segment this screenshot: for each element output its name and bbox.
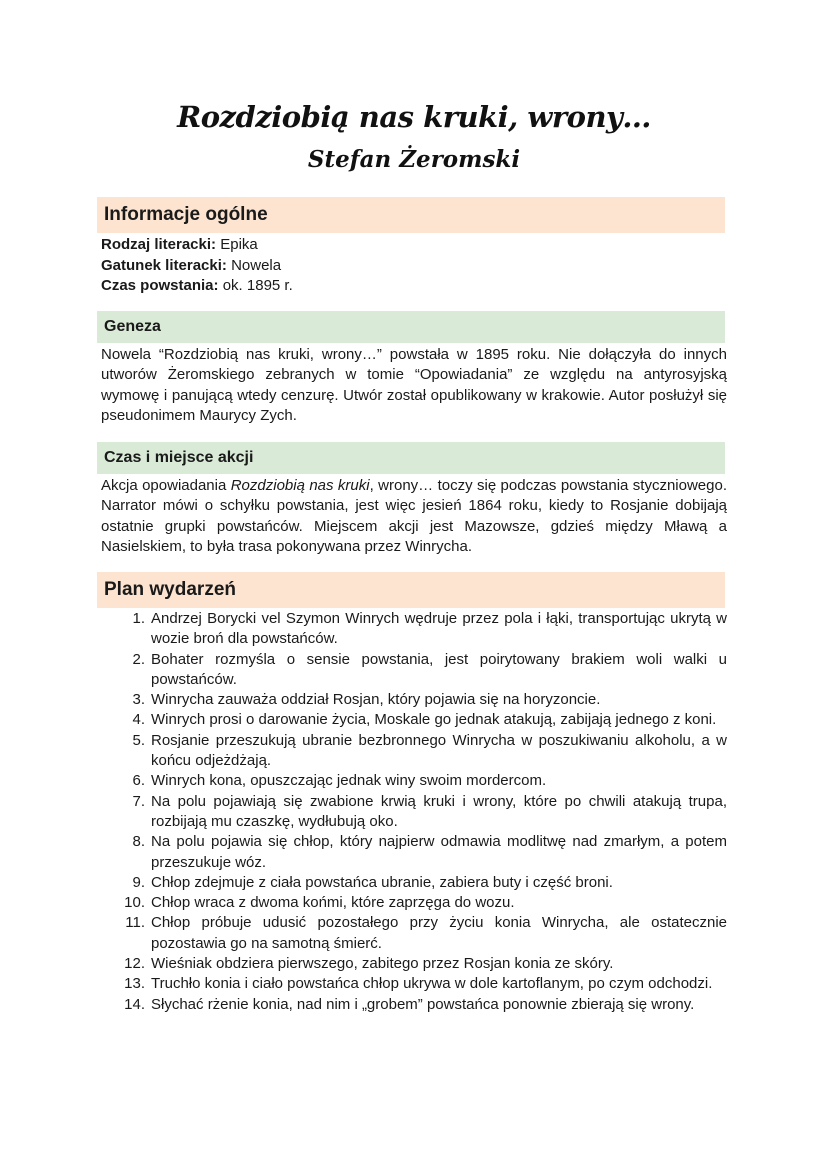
document-author: Stefan Żeromski	[307, 146, 521, 173]
plan-item-text: Na polu pojawia się chłop, który najpierw odmawia modlitwę nad zmarłym, a potem przeszukuje wóz.	[151, 833, 727, 871]
plan-item-number: 8.	[132, 833, 145, 851]
info-row-czas	[101, 276, 293, 297]
info-value: ok. 1895 r.	[222, 277, 293, 294]
plan-item-text: Chłop próbuje udusić pozostałego przy życiu konia Winrycha, ale ostatecznie pozostawia go na samotną śmierć.	[151, 914, 727, 952]
plan-item	[101, 690, 727, 710]
plan-item-text: Winrycha zauważa oddział Rosjan, który pojawia się na horyzoncie.	[151, 691, 601, 709]
czas-paragraph	[101, 476, 727, 557]
czas-text-end: , wrony… toczy się podczas powstania styczniowego. Narrator mówi o schyłku powstania, jest więc jesień 1864 roku, kiedy to Rosjanie dobijają ostatnie grupki powstańców. Miejscem akcji jest Mazowsze, gdzieś między Mławą a Nasielskiem, to była trasa pokonywana przez Winrycha.	[101, 477, 727, 555]
plan-item	[101, 731, 727, 772]
plan-item-number: 5.	[132, 731, 145, 749]
plan-item-number: 11.	[125, 914, 145, 932]
plan-item-number: 9.	[132, 873, 145, 891]
plan-item-number: 2.	[132, 650, 145, 668]
section-heading-czas-miejsce: Czas i miejsce akcji	[97, 442, 725, 474]
info-label: Gatunek literacki:	[101, 256, 227, 274]
plan-item-text: Andrzej Borycki vel Szymon Winrych wędruje przez pola i łąki, transportując ukrytą w wozie broń dla powstańców.	[151, 610, 727, 648]
plan-item-number: 4.	[132, 711, 145, 729]
plan-item-number: 13.	[124, 975, 145, 993]
plan-item-text: Chłop zdejmuje z ciała powstańca ubranie, zabiera buty i część broni.	[151, 873, 613, 891]
info-value: Epika	[220, 236, 258, 253]
czas-text-start: Akcja opowiadania	[101, 477, 231, 494]
plan-item-text: Winrych kona, opuszczając jednak winy swoim mordercom.	[151, 772, 547, 790]
document-title: Rozdziobią nas kruki, wrony…	[177, 100, 651, 134]
info-label: Czas powstania:	[101, 277, 219, 294]
plan-item-number: 6.	[132, 772, 145, 790]
plan-item-text: Wieśniak obdziera pierwszego, zabitego przez Rosjan konia ze skóry.	[151, 955, 614, 973]
czas-text-italic-title: Rozdziobią nas kruki	[230, 477, 370, 494]
plan-item-text: Winrych prosi o darowanie życia, Moskale go jednak atakują, zabijają jednego z koni.	[151, 711, 717, 729]
plan-item-number: 14.	[124, 995, 145, 1013]
plan-item	[101, 650, 727, 691]
plan-item-text: Chłop wraca z dwoma końmi, które zaprzęga do wozu.	[151, 894, 515, 912]
plan-list	[101, 609, 727, 1015]
info-label: Rodzaj literacki:	[101, 236, 217, 253]
info-block	[101, 235, 293, 297]
plan-item-text: Truchło konia i ciało powstańca chłop ukrywa w dole kartoflanym, po czym odchodzi.	[151, 975, 713, 993]
plan-item-text: Na polu pojawiają się zwabione krwią kruki i wrony, które po chwili atakują trupa, rozbijają mu czaszkę, wydłubują oko.	[151, 792, 727, 830]
plan-item	[101, 609, 727, 650]
section-heading-plan: Plan wydarzeń	[97, 572, 725, 608]
info-value: Nowela	[231, 256, 282, 274]
plan-item	[101, 954, 727, 974]
plan-item	[101, 832, 727, 873]
plan-item-text: Rosjanie przeszukują ubranie bezbronnego Winrycha w poszukiwaniu alkoholu, a w końcu odjeżdżają.	[151, 731, 727, 770]
section-heading-informacje: Informacje ogólne	[97, 197, 725, 233]
plan-item-number: 10.	[124, 894, 145, 912]
plan-item-number: 3.	[132, 691, 145, 709]
geneza-paragraph: Nowela “Rozdziobią nas kruki, wrony…” powstała w 1895 roku. Nie dołączyła do innych utworów Żeromskiego zebranych w tomie “Opowiadania” ze względu na antyrosyjską wymowę i panującą wtedy cenzurę. Utwór został opublikowany w krakowie. Autor posłużył się pseudonimem Maurycy Zych.	[101, 346, 727, 424]
plan-item-number: 7.	[132, 792, 145, 810]
plan-item-text: Słychać rżenie konia, nad nim i „grobem” powstańca ponownie zbierają się wrony.	[151, 995, 695, 1013]
plan-item	[101, 995, 727, 1015]
plan-item	[101, 710, 727, 730]
plan-item	[101, 771, 727, 791]
plan-item-text: Bohater rozmyśla o sensie powstania, jest poirytowany brakiem woli walki u powstańców.	[151, 650, 727, 688]
plan-item-number: 1.	[132, 610, 145, 627]
info-row-gatunek	[101, 256, 293, 277]
plan-item	[101, 913, 727, 954]
plan-item	[101, 893, 727, 913]
plan-item	[101, 974, 727, 994]
plan-item	[101, 873, 727, 893]
plan-item-number: 12.	[124, 955, 145, 973]
info-row-rodzaj	[101, 235, 293, 256]
section-heading-geneza: Geneza	[97, 311, 725, 343]
plan-item	[101, 792, 727, 833]
